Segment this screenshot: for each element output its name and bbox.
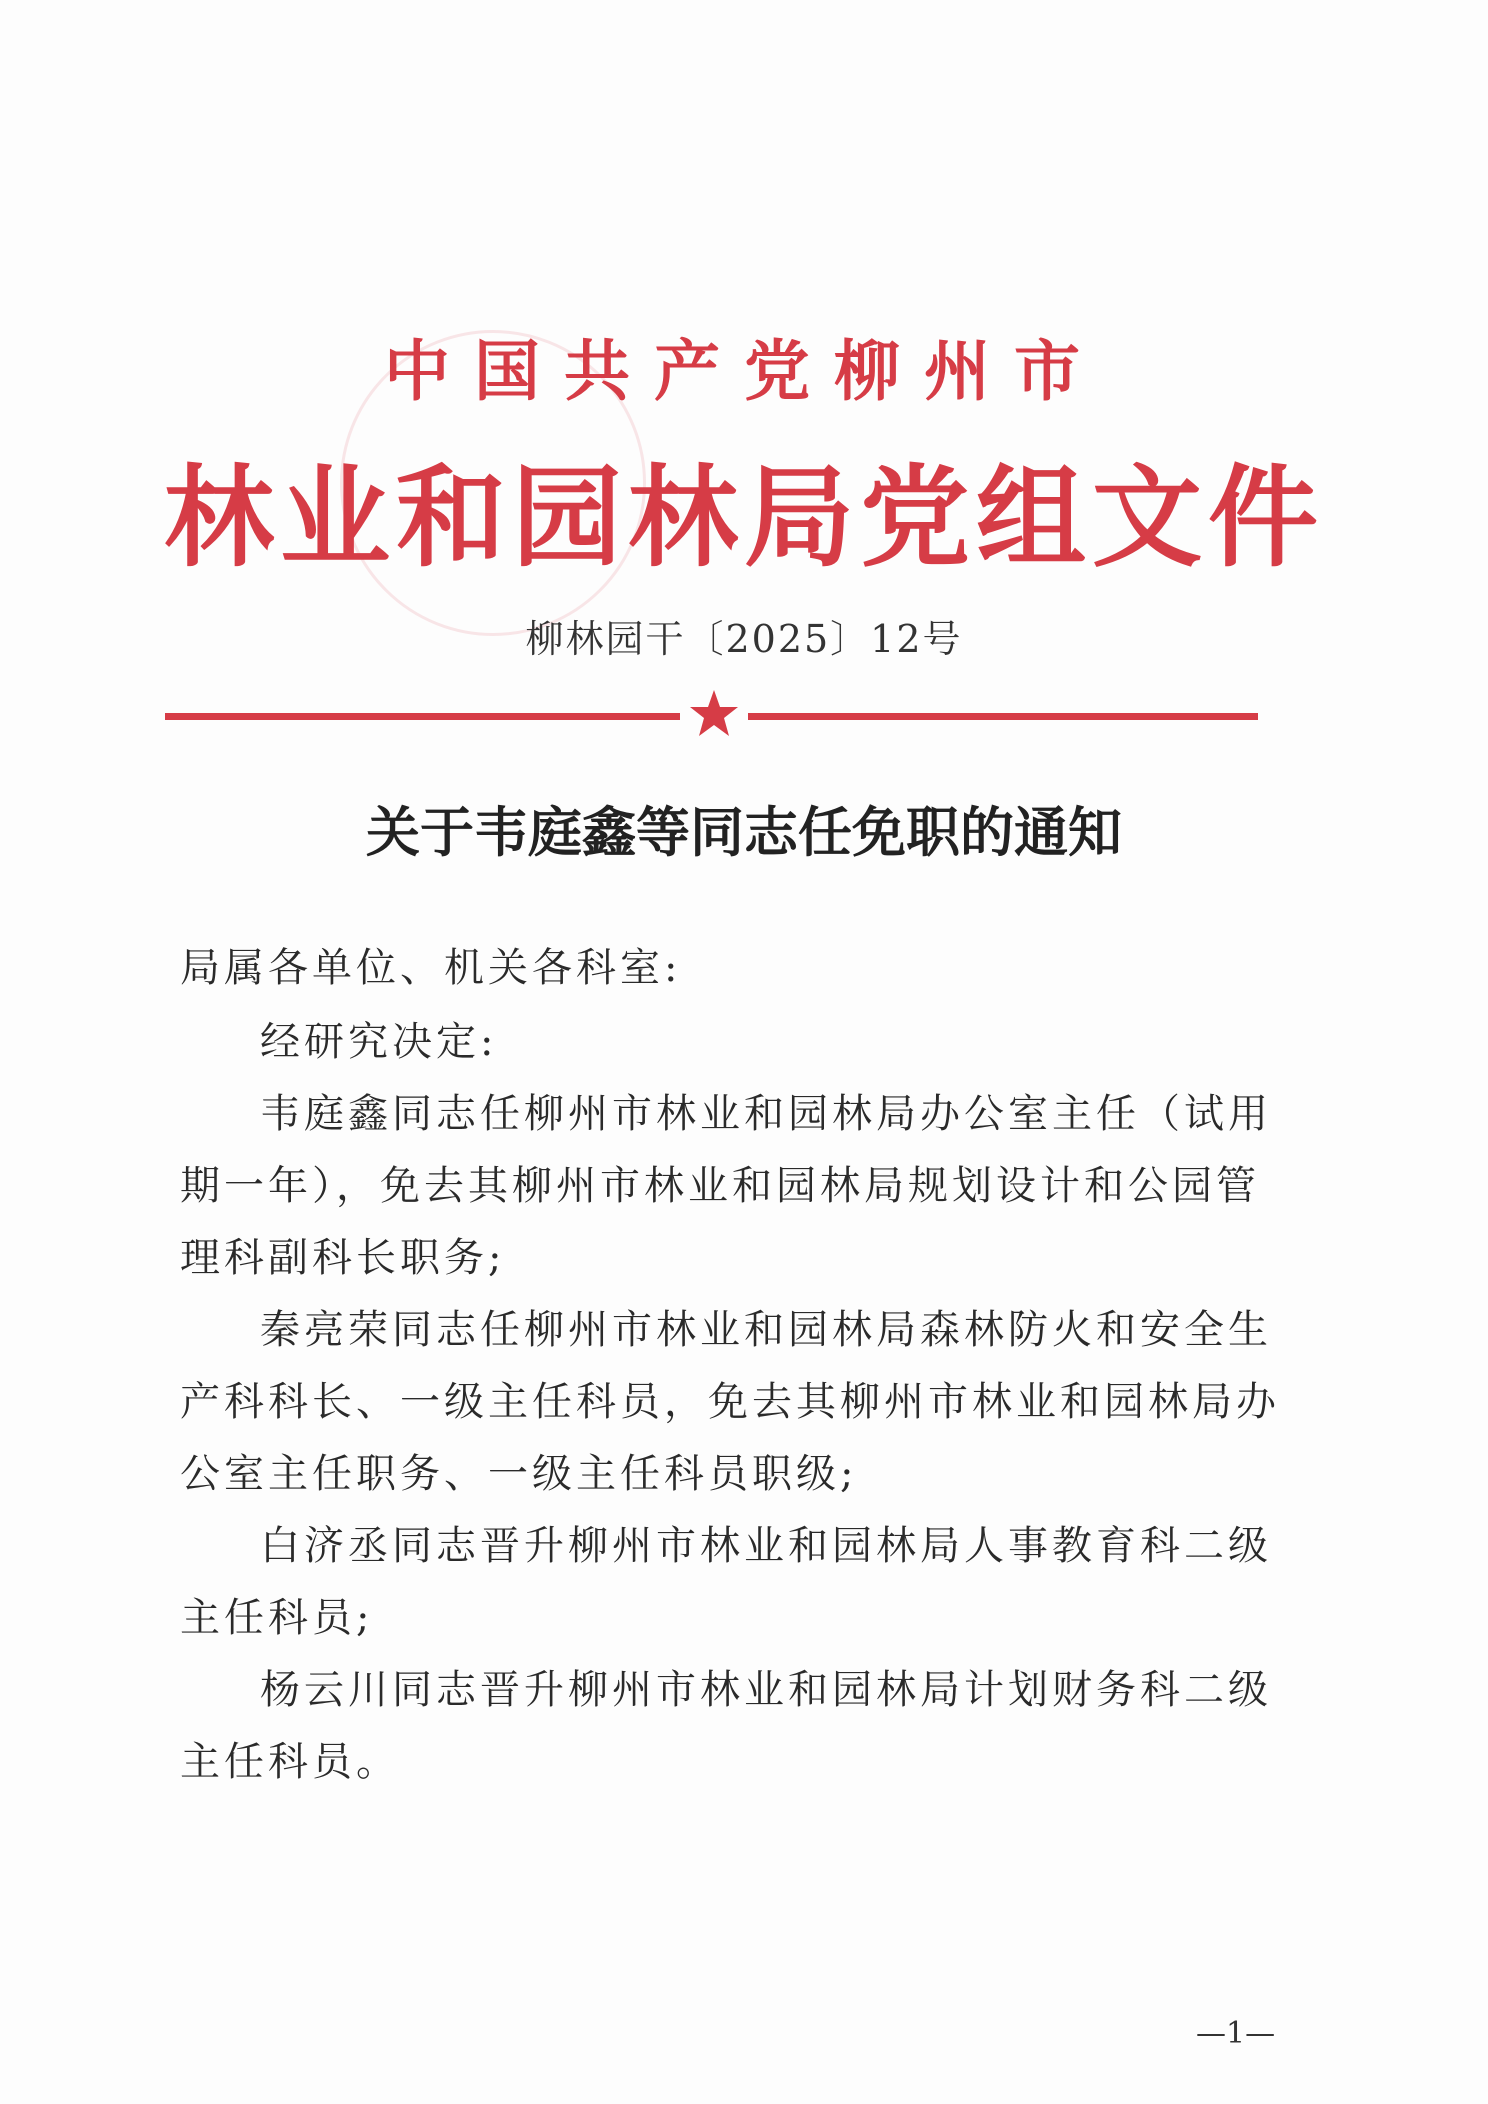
paragraph: 白济丞同志晋升柳州市林业和园林局人事教育科二级主任科员; [180, 1523, 1272, 1641]
paragraph: 韦庭鑫同志任柳州市林业和园林局办公室主任（试用期一年），免去其柳州市林业和园林局规划设计和公园管理科副科长职务; [180, 1091, 1272, 1281]
header-org-line: 中国共产党柳州市 [384, 333, 1104, 410]
salutation: 局属各单位、机关各科室: [180, 945, 682, 991]
document-number: 柳林园干〔2025〕12号 [525, 617, 963, 661]
paragraph: 秦亮荣同志任柳州市林业和园林局森林防火和安全生产科科长、一级主任科员，免去其柳州市林业和园林局办公室主任职务、一级主任科员职级; [180, 1307, 1280, 1497]
page-number: —1— [1196, 2016, 1276, 2051]
star-icon [688, 688, 740, 740]
notice-body [180, 932, 1290, 1798]
paragraph: 杨云川同志晋升柳州市林业和园林局计划财务科二级主任科员。 [180, 1667, 1272, 1785]
red-rule-left [165, 713, 680, 720]
header-document-type: 林业和园林局党组文件 [164, 454, 1324, 582]
red-rule-right [748, 713, 1258, 720]
notice-title: 关于韦庭鑫等同志任免职的通知 [366, 800, 1122, 864]
paragraph: 经研究决定: [260, 1019, 498, 1065]
